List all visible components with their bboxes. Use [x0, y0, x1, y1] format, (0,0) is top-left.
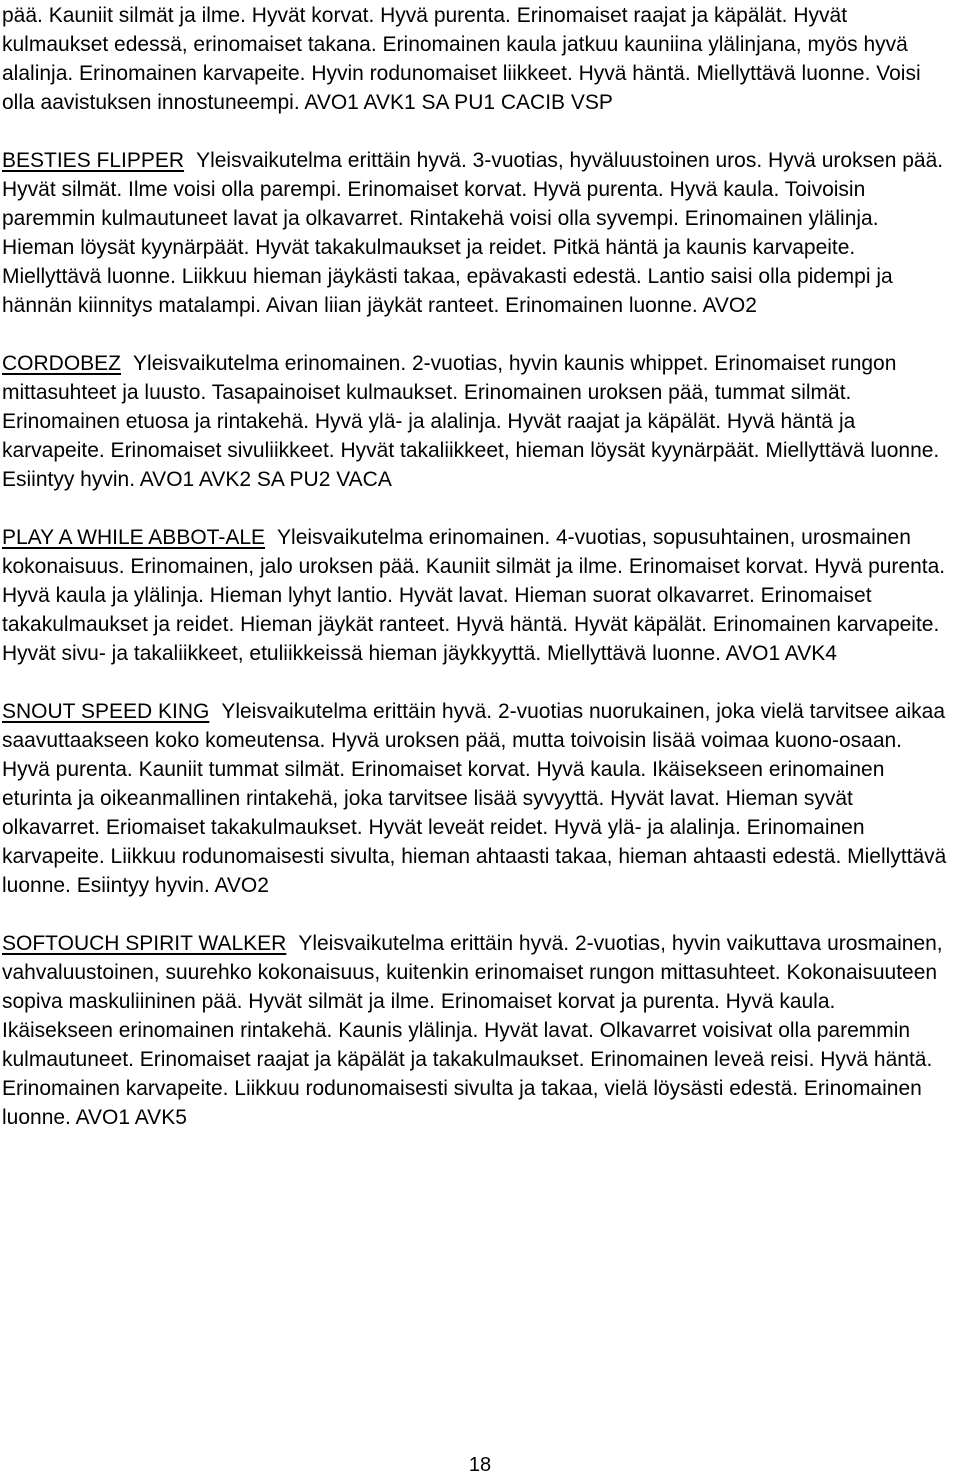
evaluation-text: Yleisvaikutelma erittäin hyvä. 3-vuotias, hyväluustoinen uros. Hyvä uroksen pää. Hyvät silmät. Ilme voisi olla parempi. Erinomaiset korvat. Hyvä purenta. Hyvä kaula. Toivoisin paremmin kulmautuneet lavat ja olkavarret. Rintakehä voisi olla syvempi. Erinomainen ylälinja. Hieman löysät kyynärpäät. Hyvät takakulmaukset ja reidet. Pitkä häntä ja kaunis karvapeite. Miellyttävä luonne. Liikkuu hieman jäykästi takaa, epävakasti edestä. Lantio saisi olla pidempi ja hännän kiinnitys matalampi. Aivan liian jäykät ranteet. Erinomainen luonne. — [2, 149, 944, 317]
result-text: AVO2 — [214, 874, 269, 897]
entry-play-a-while-abbot-ale — [2, 523, 952, 668]
evaluation-text: Yleisvaikutelma erinomainen. 2-vuotias, hyvin kaunis whippet. Erinomaiset rungon mittasuhteet ja luusto. Tasapainoiset kulmaukset. Erinomainen uroksen pää, tummat silmät. Erinomainen etuosa ja rintakehä. Hyvä ylä- ja alalinja. Hyvät raajat ja käpälät. Hyvä häntä ja karvapeite. Erinomaiset sivuliikkeet. Hyvät takaliikkeet, hieman löysät kyynärpäät. Miellyttävä luonne. Esiintyy hyvin. — [2, 352, 940, 491]
result-text: AVO1 AVK4 — [725, 642, 837, 665]
intro-result: AVO1 AVK1 SA PU1 CACIB VSP — [304, 91, 613, 114]
evaluation-text: Yleisvaikutelma erittäin hyvä. 2-vuotias nuorukainen, joka vielä tarvitsee aikaa saavuttaakseen koko komeutensa. Hyvä uroksen pää, mutta toivoisin lisää voimaa kuono-osaan. Hyvä purenta. Kauniit tummat silmät. Erinomaiset korvat. Hyvä kaula. Ikäisekseen erinomainen eturinta ja oikeanmallinen rintakehä, joka tarvitsee lisää syvyyttä. Hyvät lavat. Hieman syvät olkavarret. Eriomaiset takakulmaukset. Hyvät leveät reidet. Hyvä ylä- ja alalinja. Erinomainen karvapeite. Liikkuu rodunomaisesti sivulta, hieman ahtaasti takaa, hieman ahtaasti edestä. Miellyttävä luonne. Esiintyy hyvin. — [2, 700, 947, 897]
dog-name: SOFTOUCH SPIRIT WALKER — [2, 932, 287, 955]
evaluation-text: Yleisvaikutelma erinomainen. 4-vuotias, sopusuhtainen, urosmainen kokonaisuus. Erinomainen, jalo uroksen pää. Kauniit silmät ja ilme. Erinomaiset korvat. Hyvä purenta. Hyvä kaula ja ylälinja. Hieman lyhyt lantio. Hyvät lavat. Hieman suorat olkavarret. Erinomaiset takakulmaukset ja reidet. Hieman jäykät ranteet. Hyvä häntä. Hyvät käpälät. Erinomainen karvapeite. Hyvät sivu- ja takaliikkeet, etuliikkeissä hieman jäykkyyttä. Miellyttävä luonne. — [2, 526, 946, 665]
intro-text: pää. Kauniit silmät ja ilme. Hyvät korvat. Hyvä purenta. Erinomaiset raajat ja käpälät. Hyvät kulmaukset edessä, erinomaiset takana. Erinomainen kaula jatkuu kauniina ylälinjana, myös hyvä alalinja. Erinomainen karvapeite. Hyvin rodunomaiset liikkeet. Hyvä häntä. Miellyttävä luonne. Voisi olla aavistuksen innostuneempi. — [2, 4, 921, 114]
document-page — [2, 0, 952, 1132]
page-number: 18 — [468, 1454, 492, 1476]
entry-snout-speed-king — [2, 697, 952, 900]
intro-paragraph — [2, 1, 952, 117]
entry-softouch-spirit-walker — [2, 929, 952, 1132]
entry-besties-flipper — [2, 146, 952, 320]
result-text: AVO1 AVK2 SA PU2 VACA — [139, 468, 392, 491]
result-text: AVO2 — [702, 294, 757, 317]
evaluation-text: Yleisvaikutelma erittäin hyvä. 2-vuotias, hyvin vaikuttava urosmainen, vahvaluustoinen, suurehko kokonaisuus, kuitenkin erinomaiset rungon mittasuhteet. Kokonaisuuteen sopiva maskuliininen pää. Hyvät silmät ja ilme. Erinomaiset korvat ja purenta. Hyvä kaula. Ikäisekseen erinomainen rintakehä. Kaunis ylälinja. Hyvät lavat. Olkavarret voisivat olla paremmin kulmautuneet. Erinomaiset raajat ja käpälät ja takakulmaukset. Erinomainen leveä reisi. Hyvä häntä. Erinomainen karvapeite. Liikkuu rodunomaisesti sivulta ja takaa, vielä löysästi edestä. Erinomainen luonne. — [2, 932, 943, 1129]
dog-name: SNOUT SPEED KING — [2, 700, 210, 723]
dog-name: CORDOBEZ — [2, 352, 122, 375]
result-text: AVO1 AVK5 — [75, 1106, 187, 1129]
entry-cordobez — [2, 349, 952, 494]
dog-name: PLAY A WHILE ABBOT-ALE — [2, 526, 266, 549]
dog-name: BESTIES FLIPPER — [2, 149, 185, 172]
